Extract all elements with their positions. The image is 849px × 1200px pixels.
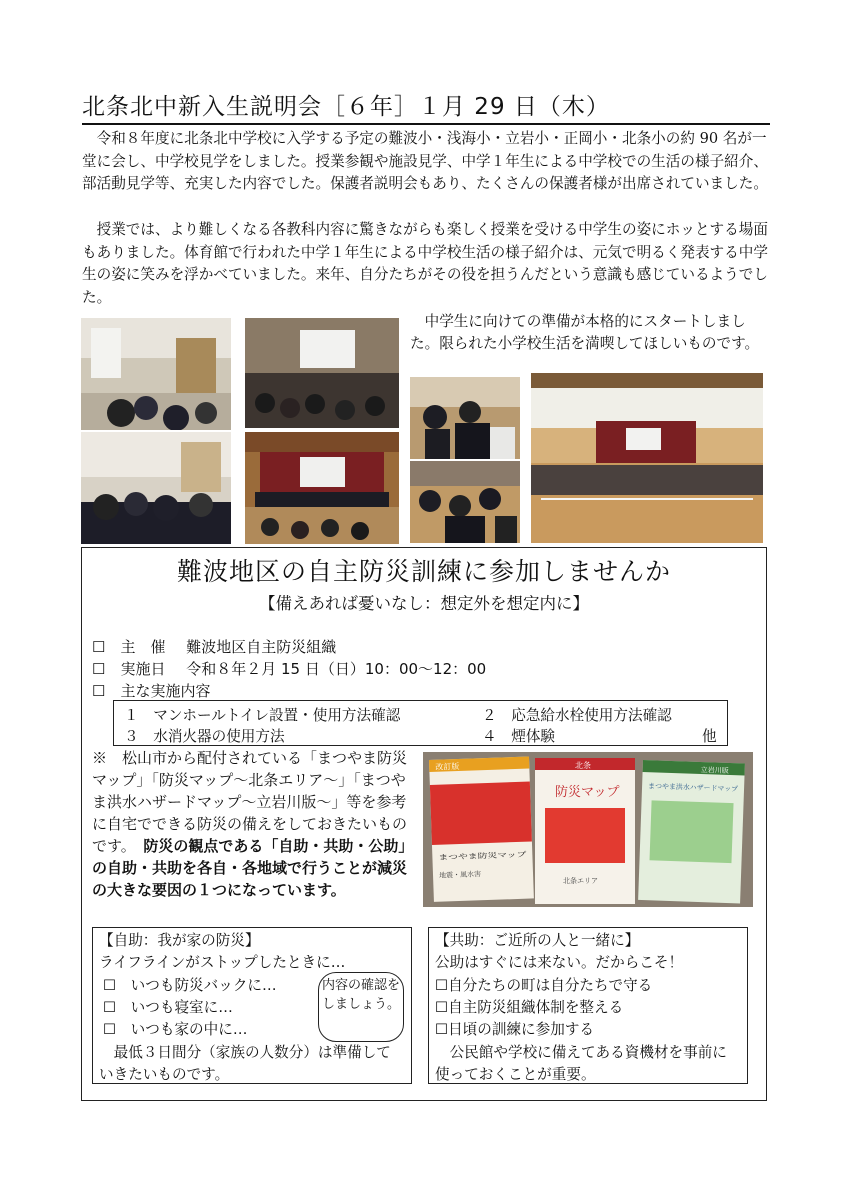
map-1-top: 改訂版 — [435, 761, 460, 772]
self-help-check: ☐ いつも寝室に… — [103, 999, 233, 1016]
organizer-row — [92, 636, 336, 657]
note-part2: 防災の観点である「自助・共助・公助」の自助・共助を各自・各地域で行うことが減災の大きな要因の１つになっています。 — [92, 837, 414, 899]
organizer-value: 難波地区自主防災組織 — [186, 638, 337, 656]
mutual-help-lead: 公助はすぐには来ない。だからこそ！ — [435, 954, 684, 971]
map-2-sub: 北条エリア — [563, 877, 598, 885]
mutual-help-box — [428, 927, 748, 1084]
speech-bubble: 内容の確認をしましょう。 — [318, 972, 404, 1042]
photo-gym-stage — [245, 432, 399, 544]
content-row — [92, 680, 210, 701]
map-1-title: まつやま防災マップ — [438, 851, 502, 862]
side-text: 中学生に向けての準備が本格的にスタートしました。限られた小学校生活を満喫してほしいものです。 — [410, 313, 760, 352]
date-label: ☐ 実施日 — [92, 660, 166, 678]
drill-subheading: 【備えあれば憂いなし：想定外を想定内に】 — [259, 594, 589, 613]
self-help-check: ☐ いつも防災バックに… — [103, 977, 277, 994]
paragraph-2: 授業では、より難しくなる各教科内容に驚きながらも楽しく授業を受ける中学生の姿にホッとする場面もありました。体育館で行われた中学１年生による中学校生活の様子紹介は、元気で明るく発表する中学生の姿に笑みを浮かべていました。来年、自分たちがその役を担うんだという意識も感じているようでした。 — [82, 221, 768, 306]
organizer-label: ☐ 主 催 — [92, 638, 166, 656]
self-help-footer: 最低３日間分（家族の人数分）は準備していきたいものです。 — [99, 1044, 391, 1083]
photo-club-students — [410, 377, 520, 459]
list-item: １ マンホールトイレ設置・使用方法確認 — [124, 707, 401, 724]
content-items-box — [113, 700, 728, 746]
photo-gym-seated — [410, 461, 520, 543]
paragraph-1: 令和８年度に北条北中学校に入学する予定の難波小・浅海小・立岩小・正岡小・北条小の約 90 名が一堂に会し、中学校見学をしました。授業参観や施設見学、中学１年生による中学校での生活の様子紹介、部活動見学等、充実した内容でした。保護者説明会もあり、たくさんの保護者様が出席されていました。 — [82, 130, 768, 192]
items-tail: 他 — [702, 728, 717, 745]
date-row — [92, 658, 486, 679]
photo-hallway — [81, 318, 231, 430]
content-label: ☐ 主な実施内容 — [92, 682, 211, 700]
mutual-help-check: ☐自主防災組織体制を整える — [435, 999, 624, 1016]
note-part1: 松山市から配付されている「まつやま防災マップ」「防災マップ～北条エリア～」「まつやま洪水ハザードマップ～立岩川版～」等を参考に自宅でできる防災の備えをしておきたいものです。 — [92, 749, 408, 855]
map-2-title: 防災マップ — [555, 785, 620, 800]
map-3-top: 立岩川版 — [700, 766, 729, 775]
map-3-title: まつやま洪水ハザードマップ — [647, 782, 739, 794]
drill-note — [92, 747, 414, 901]
date-value: 令和８年２月 15 日（日）10：00～12：00 — [186, 660, 487, 678]
photo-classroom-presentation — [245, 318, 399, 428]
mutual-help-check: ☐日頃の訓練に参加する — [435, 1021, 595, 1038]
drill-heading: 難波地区の自主防災訓練に参加しませんか — [176, 557, 671, 586]
page-title: 北条北中新入生説明会［６年］１月 29 日（木） — [82, 88, 770, 125]
self-help-lead: ライフラインがストップしたときに… — [99, 954, 346, 971]
self-help-heading: 【自助：我が家の防災】 — [99, 932, 260, 949]
list-item: ２ 応急給水栓使用方法確認 — [482, 707, 672, 724]
hazard-maps-photo — [423, 752, 753, 907]
list-item: ３ 水消火器の使用方法 — [124, 728, 285, 745]
self-help-check: ☐ いつも家の中に… — [103, 1021, 248, 1038]
list-item: ４ 煙体験 — [482, 728, 556, 745]
mutual-help-heading: 【共助：ご近所の人と一緒に】 — [435, 932, 640, 949]
map-2-top: 北条 — [575, 761, 591, 770]
map-1-sub: 地震・風水害 — [438, 870, 482, 880]
photo-gymnasium-wide — [531, 373, 763, 543]
note-mark: ※ — [92, 749, 108, 767]
photo-corridor-students — [81, 432, 231, 544]
mutual-help-footer: 公民館や学校に備えてある資機材を事前に使っておくことが重要。 — [435, 1044, 727, 1083]
mutual-help-check: ☐自分たちの町は自分たちで守る — [435, 977, 653, 994]
